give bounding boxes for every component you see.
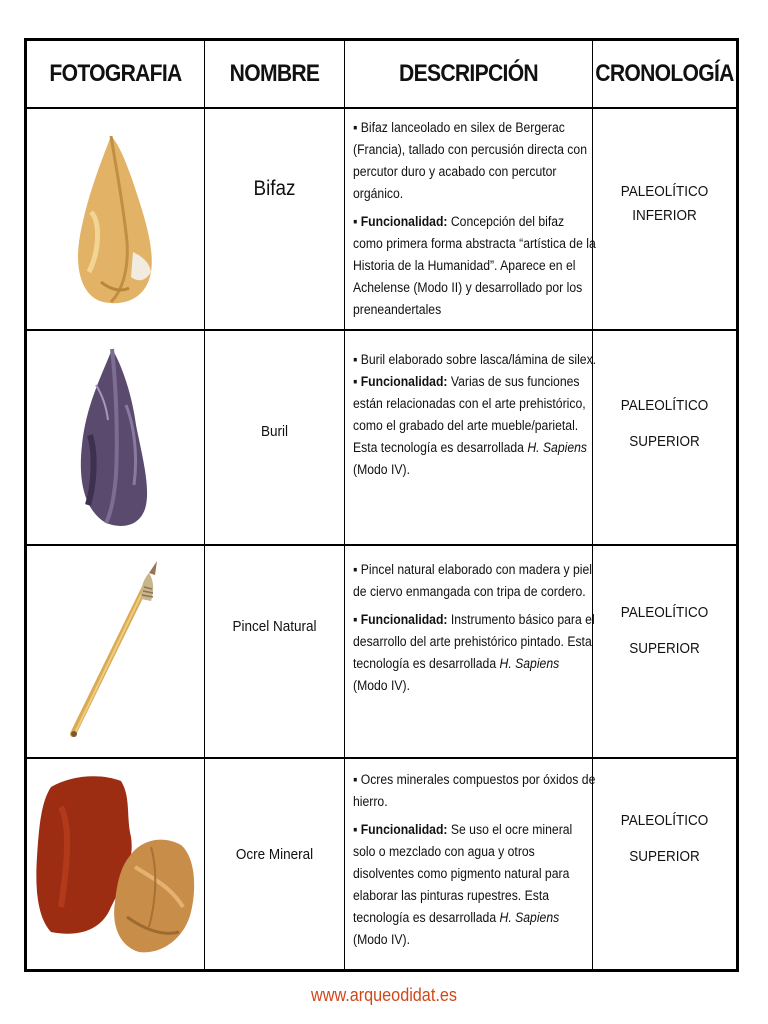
name-cell: Ocre Mineral bbox=[235, 845, 314, 863]
description-cell bbox=[353, 349, 596, 481]
name-cell: Pincel Natural bbox=[232, 617, 317, 635]
chronology-phase: SUPERIOR bbox=[629, 848, 700, 865]
description-text: ▪ Bifaz lanceolado en silex de Bergerac (Francia), tallado con percusión directa con percutor duro y acabado con percutor orgánico. bbox=[353, 120, 587, 202]
function-tail: (Modo IV). bbox=[353, 462, 410, 478]
function-body: Instrumento básico para el desarrollo del arte prehistórico pintado. Esta tecnología es desarrollada bbox=[353, 612, 595, 672]
chronology-cell bbox=[600, 546, 729, 716]
brush-image bbox=[61, 559, 171, 744]
function-body: Concepción del bifaz como primera forma abstracta “artística de la Historia de la Humanidad”. Aparece en el Achelense (Modo II) y desarrollado por los preneandertales bbox=[353, 214, 596, 318]
footer-link[interactable]: www.arqueodidat.es bbox=[311, 985, 457, 1005]
photo-cell bbox=[27, 546, 204, 757]
chronology-period: PALEOLÍTICO bbox=[620, 396, 709, 414]
name-cell: Buril bbox=[260, 422, 288, 440]
photo-cell bbox=[27, 759, 204, 969]
artifacts-table bbox=[24, 38, 739, 972]
chronology-phase: SUPERIOR bbox=[629, 640, 700, 657]
description-cell bbox=[353, 769, 596, 957]
function-body: Se uso el ocre mineral solo o mezclado con agua y otros disolventes como pigmento natural para elaborar las pinturas rupestres. Esta tecnología es desarrollada bbox=[353, 822, 573, 926]
description-cell bbox=[353, 559, 596, 703]
function-label: ▪ Funcionalidad: bbox=[353, 822, 448, 838]
chronology-phase: SUPERIOR bbox=[629, 432, 700, 450]
photo-cell bbox=[27, 109, 204, 329]
header-descripcion: DESCRIPCIÓN bbox=[399, 60, 538, 87]
burin-image bbox=[76, 345, 156, 530]
function-tail: (Modo IV). bbox=[353, 678, 410, 694]
column-divider bbox=[204, 41, 205, 969]
description-text: ▪ Buril elaborado sobre lasca/lámina de silex. bbox=[353, 352, 597, 368]
name-cell: Bifaz bbox=[253, 177, 296, 200]
function-italic: H. Sapiens bbox=[527, 440, 588, 456]
chronology-cell bbox=[600, 109, 729, 299]
photo-cell bbox=[27, 331, 204, 544]
function-tail: (Modo IV). bbox=[353, 932, 410, 948]
header-fotografia: FOTOGRAFIA bbox=[49, 60, 182, 87]
function-text bbox=[353, 371, 596, 481]
ochre-image bbox=[31, 767, 201, 962]
column-divider bbox=[344, 41, 345, 969]
description-text: ▪ Pincel natural elaborado con madera y piel de ciervo enmangada con tripa de cordero. bbox=[353, 562, 593, 600]
chronology-phase: INFERIOR bbox=[632, 207, 697, 224]
function-label: ▪ Funcionalidad: bbox=[353, 214, 448, 230]
description-text: ▪ Ocres minerales compuestos por óxidos de hierro. bbox=[353, 772, 596, 810]
chronology-cell bbox=[600, 759, 729, 919]
function-text bbox=[353, 819, 596, 951]
chronology-period: PALEOLÍTICO bbox=[620, 183, 709, 200]
function-body: Varias de sus funciones están relacionadas con el arte prehistórico, como el grabado del arte mueble/parietal. Esta tecnología es desarrollada bbox=[353, 374, 586, 456]
header-nombre: NOMBRE bbox=[229, 60, 320, 87]
header-cronologia: CRONOLOGÍA bbox=[595, 60, 734, 87]
function-italic: H. Sapiens bbox=[499, 656, 560, 672]
function-label: ▪ Funcionalidad: bbox=[353, 374, 448, 390]
function-label: ▪ Funcionalidad: bbox=[353, 612, 448, 628]
hand-axe-image bbox=[71, 132, 161, 307]
function-text bbox=[353, 609, 596, 697]
function-text bbox=[353, 211, 596, 321]
chronology-period: PALEOLÍTICO bbox=[620, 812, 709, 829]
description-cell bbox=[353, 117, 596, 327]
chronology-period: PALEOLÍTICO bbox=[620, 604, 709, 621]
chronology-cell bbox=[600, 331, 729, 516]
function-italic: H. Sapiens bbox=[499, 910, 560, 926]
